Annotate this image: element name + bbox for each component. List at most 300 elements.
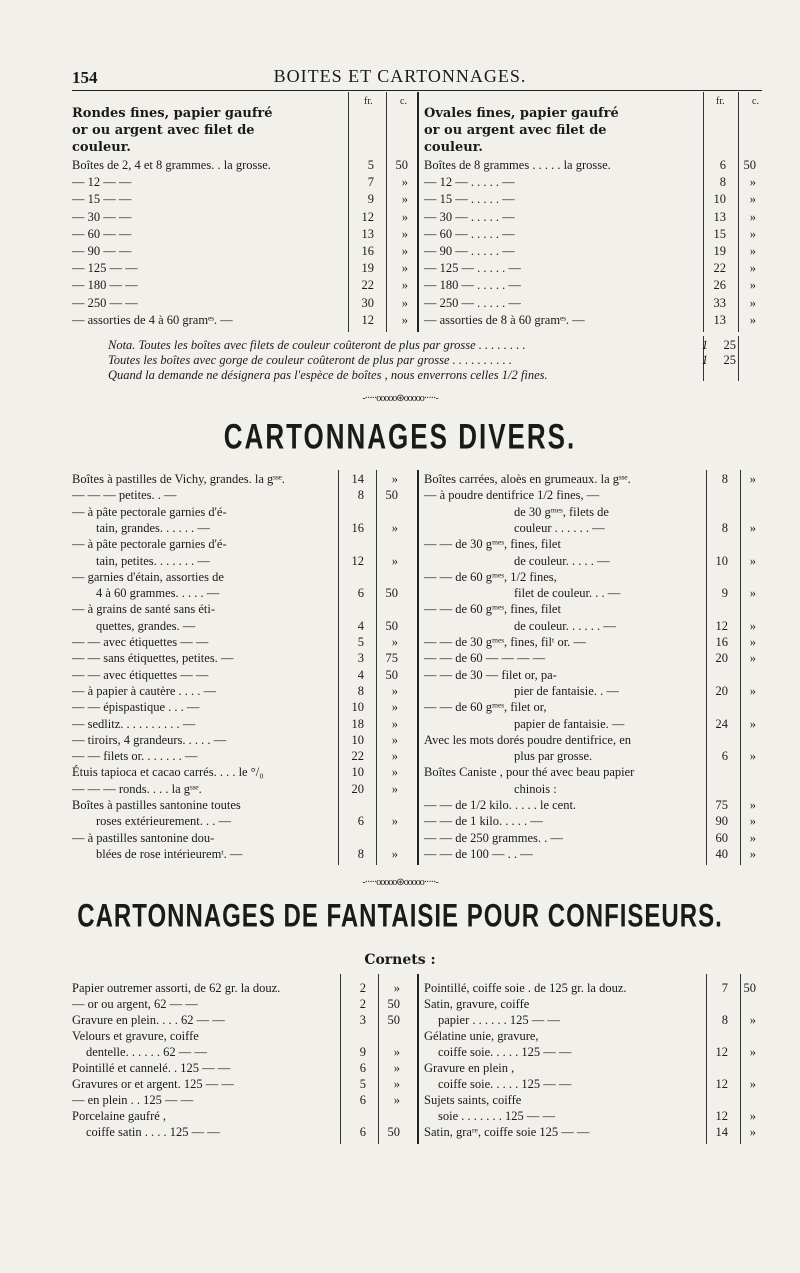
item-label: Velours et gravure, coiffe — [72, 1029, 199, 1043]
price-c: 50 — [385, 488, 398, 503]
price-fr: 8 — [357, 488, 364, 503]
column-rule — [417, 470, 419, 865]
price-fr: 5 — [357, 635, 364, 649]
price-row — [72, 619, 412, 634]
item-label: — à papier à cautère . . . . — — [72, 683, 217, 698]
price-fr: 22 — [361, 278, 374, 293]
price-fr: 30 — [361, 295, 374, 310]
price-fr: 2 — [359, 997, 366, 1011]
price-fr: 20 — [715, 651, 728, 666]
price-c: » — [393, 1077, 400, 1091]
item-label: Boîtes de 2, 4 et 8 grammes. . la grosse. — [72, 158, 271, 172]
running-title: BOITES ET CARTONNAGES. — [273, 66, 527, 86]
item-label: roses extérieurement. . . — — [96, 814, 232, 829]
price-row — [72, 521, 412, 536]
price-fr: 7 — [721, 981, 728, 995]
price-row — [72, 1125, 412, 1140]
price-c: » — [391, 846, 398, 861]
section2-title: CARTONNAGES DIVERS. — [223, 416, 577, 457]
price-row — [72, 175, 412, 190]
item-label: — 30 — — — [72, 209, 132, 224]
unit-c: c. — [400, 96, 407, 107]
price-c: 75 — [385, 651, 398, 666]
price-row — [72, 814, 412, 829]
item-label: Papier outremer assorti, de 62 gr. la douz. — [72, 981, 281, 995]
item-label: — — avec étiquettes — — — [72, 667, 209, 682]
price-fr: 6 — [357, 814, 364, 829]
price-row — [72, 505, 412, 520]
price-row — [72, 635, 412, 650]
item-label: — — de 60 gᵐᵉˢ, filet or, — [424, 700, 547, 715]
item-label: pier de fantaisie. . — — [514, 683, 619, 698]
price-fr: 16 — [715, 635, 728, 649]
item-label: chinois : — [514, 781, 557, 796]
item-label: — 15 — — — [72, 192, 132, 207]
item-label: — — — petites. . — — [72, 488, 177, 503]
price-row — [72, 313, 412, 328]
price-row — [72, 997, 412, 1012]
price-row — [424, 554, 764, 569]
price-c: » — [749, 846, 756, 861]
item-label: Pointillé et cannelé. . 125 — — — [72, 1061, 231, 1075]
price-fr: 20 — [715, 683, 728, 698]
price-c: » — [749, 1125, 756, 1139]
price-row — [424, 1093, 764, 1108]
price-row — [424, 1029, 764, 1044]
item-label: — — de 1/2 kilo. . . . . le cent. — [424, 798, 577, 812]
title-line: couleur. — [72, 140, 131, 155]
price-fr: 13 — [713, 312, 726, 327]
price-row — [424, 1045, 764, 1060]
price-fr: 20 — [351, 781, 364, 796]
price-c: » — [391, 716, 398, 731]
price-row — [72, 1093, 412, 1108]
price-c: » — [393, 1061, 400, 1075]
price-fr: 6 — [359, 1125, 366, 1139]
price-row — [424, 765, 764, 780]
item-label: Boîtes de 8 grammes . . . . . la grosse. — [424, 158, 611, 172]
item-label: coiffe soie. . . . . 125 — — — [438, 1045, 572, 1059]
price-row — [72, 227, 412, 242]
item-label: — 250 — . . . . . — — [424, 295, 521, 310]
price-fr: 12 — [351, 553, 364, 568]
price-row — [72, 717, 412, 732]
price-c: » — [749, 1013, 756, 1027]
price-row — [424, 175, 764, 190]
price-fr: 10 — [713, 192, 726, 207]
price-c: » — [749, 749, 756, 764]
item-label: — 15 — . . . . . — — [424, 192, 515, 207]
item-label: — 90 — . . . . . — — [424, 244, 515, 258]
price-c: » — [749, 651, 756, 666]
price-row — [72, 668, 412, 683]
price-row — [72, 554, 412, 569]
header-rule — [72, 90, 762, 91]
item-label: plus par grosse. — [514, 749, 593, 764]
price-c: » — [749, 1109, 756, 1123]
item-label: — — épispastique . . . — — [72, 700, 200, 715]
price-row — [424, 997, 764, 1012]
note-row — [108, 338, 758, 353]
price-c: » — [749, 798, 756, 812]
item-label: — — sans étiquettes, petites. — — [72, 651, 234, 666]
price-c: » — [749, 1077, 756, 1091]
item-label: papier . . . . . . 125 — — — [438, 1013, 560, 1027]
price-row — [72, 602, 412, 617]
price-row — [424, 733, 764, 748]
price-row — [424, 602, 764, 617]
item-label: — — de 100 — . . — — [424, 846, 533, 861]
price-c: » — [401, 278, 408, 293]
price-fr: 14 — [715, 1125, 728, 1139]
price-row — [424, 1125, 764, 1140]
item-label: Sujets saints, coiffe — [424, 1093, 522, 1107]
price-fr: 9 — [367, 192, 374, 207]
price-c: » — [391, 553, 398, 568]
item-label: — — filets or. . . . . . . — — [72, 749, 198, 764]
item-label: — 12 — — — [72, 175, 132, 190]
price-fr: 6 — [721, 749, 728, 764]
price-row — [72, 1013, 412, 1028]
price-fr: 33 — [713, 295, 726, 310]
price-c: » — [391, 749, 398, 764]
price-fr: 13 — [361, 226, 374, 241]
item-label: — à pâte pectorale garnies d'é- — [72, 537, 227, 552]
ornament-divider: -·····ooooo⊛ooooo·····- — [362, 877, 438, 888]
price-row — [72, 472, 412, 487]
item-label: Gravures or et argent. 125 — — — [72, 1077, 234, 1091]
price-fr: 10 — [351, 765, 364, 780]
price-row — [424, 313, 764, 328]
price-c: 25 — [723, 338, 736, 352]
price-c: » — [401, 175, 408, 190]
title-line: Rondes fines, papier gaufré — [72, 106, 273, 121]
price-row — [424, 684, 764, 699]
item-label: 4 à 60 grammes. . . . . — — [96, 586, 220, 601]
item-label: — 30 — . . . . . — — [424, 209, 515, 224]
price-fr: 6 — [359, 1061, 366, 1075]
price-c: » — [393, 1045, 400, 1059]
price-row — [72, 700, 412, 715]
item-label: filet de couleur. . . — — [514, 586, 621, 601]
note-text: Nota. Toutes les boîtes avec filets de couleur coûteront de plus par grosse . . . . . . . . — [108, 338, 526, 352]
price-row — [72, 537, 412, 552]
item-label: Satin, graʳᵉ, coiffe soie 125 — — — [424, 1125, 590, 1139]
price-c: » — [401, 209, 408, 224]
price-row — [424, 586, 764, 601]
section1-left-title — [72, 105, 273, 156]
item-label: couleur . . . . . . — — [514, 520, 605, 535]
price-c: » — [401, 295, 408, 310]
price-row — [72, 192, 412, 207]
price-row — [72, 765, 412, 780]
item-label: — — de 30 — filet or, pa- — [424, 667, 557, 682]
price-fr: 3 — [359, 1013, 366, 1027]
item-label: Étuis tapioca et cacao carrés. . . . le °/₀ — [72, 765, 264, 780]
price-fr: 6 — [357, 586, 364, 601]
price-c: 50 — [385, 667, 398, 682]
price-fr: 19 — [713, 244, 726, 258]
item-label: papier de fantaisie. — — [514, 716, 625, 731]
item-label: — 60 — . . . . . — — [424, 226, 515, 241]
price-fr: 14 — [351, 472, 364, 486]
price-c: 50 — [395, 158, 408, 172]
price-row — [72, 158, 412, 173]
price-fr: 3 — [357, 651, 364, 666]
price-row — [424, 831, 764, 846]
ornament-divider: -·····ooooo⊛ooooo·····- — [362, 393, 438, 404]
note-text: Quand la demande ne désignera pas l'espèce de boîtes , nous enverrons celles 1/2 fines. — [108, 368, 548, 382]
price-row — [424, 570, 764, 585]
price-fr: 8 — [719, 175, 726, 190]
item-label: — à pâte pectorale garnies d'é- — [72, 504, 227, 519]
item-label: tain, grandes. . . . . . — — [96, 520, 210, 535]
price-c: » — [749, 192, 756, 207]
price-row — [424, 296, 764, 311]
item-label: — or ou argent, 62 — — — [72, 997, 198, 1011]
price-fr: 9 — [359, 1045, 366, 1059]
price-c: » — [749, 683, 756, 698]
price-row — [424, 505, 764, 520]
price-row — [424, 814, 764, 829]
price-c: » — [749, 553, 756, 568]
item-label: — — de 60 — — — — — [424, 651, 546, 666]
price-row — [72, 782, 412, 797]
note-row — [108, 368, 708, 383]
price-c: » — [749, 472, 756, 486]
section3-title: CARTONNAGES DE FANTAISIE POUR CONFISEURS. — [77, 898, 723, 935]
price-c: » — [749, 814, 756, 829]
price-fr: 6 — [359, 1093, 366, 1107]
price-row — [424, 1077, 764, 1092]
item-label: Pointillé, coiffe soie . de 125 gr. la douz. — [424, 981, 627, 995]
price-c: » — [749, 716, 756, 731]
column-rule — [417, 92, 419, 332]
price-c: » — [391, 635, 398, 649]
price-c: » — [749, 244, 756, 258]
section3-subtitle: Cornets : — [364, 952, 436, 968]
title-line: Ovales fines, papier gaufré — [424, 106, 619, 121]
price-row — [72, 981, 412, 996]
price-row — [424, 717, 764, 732]
price-c: » — [749, 175, 756, 190]
price-row — [424, 210, 764, 225]
note-row — [108, 353, 758, 368]
price-c: » — [749, 635, 756, 649]
title-line: couleur. — [424, 140, 483, 155]
price-row — [424, 700, 764, 715]
unit-fr: fr. — [364, 96, 373, 107]
price-c: » — [749, 226, 756, 241]
price-c: » — [749, 520, 756, 535]
price-row — [424, 158, 764, 173]
price-fr: 10 — [351, 732, 364, 747]
unit-fr: fr. — [716, 96, 725, 107]
item-label: — en plein . . 125 — — — [72, 1093, 194, 1107]
price-row — [72, 651, 412, 666]
item-label: — — de 30 gᵐᵉˢ, fines, filᵗ or. — — [424, 635, 586, 649]
price-fr: 8 — [357, 846, 364, 861]
item-label: — à pastilles santonine dou- — [72, 830, 215, 845]
price-row — [424, 619, 764, 634]
price-c: » — [401, 312, 408, 327]
price-fr: 5 — [359, 1077, 366, 1091]
price-row — [72, 296, 412, 311]
price-fr: 16 — [361, 244, 374, 258]
price-row — [424, 847, 764, 862]
item-label: — à poudre dentifrice 1/2 fines, — — [424, 488, 600, 503]
item-label: — — de 1 kilo. . . . . — — [424, 814, 543, 829]
price-fr: 10 — [351, 700, 364, 715]
item-label: — 250 — — — [72, 295, 138, 310]
price-c: » — [749, 312, 756, 327]
item-label: — 125 — — — [72, 261, 138, 276]
price-row — [424, 981, 764, 996]
item-label: — tiroirs, 4 grandeurs. . . . . — — [72, 732, 227, 747]
price-row — [424, 472, 764, 487]
item-label: — — — ronds. . . . la gˢˢᵉ. — [72, 781, 202, 796]
price-row — [72, 733, 412, 748]
price-c: » — [749, 209, 756, 224]
price-row — [424, 227, 764, 242]
price-row — [424, 782, 764, 797]
price-c: 25 — [723, 353, 736, 367]
item-label: Boîtes à pastilles de Vichy, grandes. la gˢˢᵉ. — [72, 472, 285, 486]
item-label: de couleur. . . . . — — [514, 553, 610, 568]
item-label: — 180 — — — [72, 278, 138, 293]
price-row — [72, 1045, 412, 1060]
item-label: — 60 — — — [72, 226, 132, 241]
price-c: » — [393, 981, 400, 995]
price-c: » — [749, 618, 756, 633]
price-c: » — [749, 830, 756, 845]
price-row — [424, 749, 764, 764]
price-row — [424, 798, 764, 813]
price-fr: 1 — [701, 338, 708, 352]
item-label: tain, petites. . . . . . . — — [96, 553, 210, 568]
price-row — [72, 831, 412, 846]
price-row — [424, 537, 764, 552]
item-label: — 12 — . . . . . — — [424, 175, 515, 190]
item-label: Boîtes Caniste , pour thé avec beau papier — [424, 765, 635, 780]
price-fr: 12 — [715, 1045, 728, 1059]
price-fr: 12 — [361, 209, 374, 224]
price-row — [424, 521, 764, 536]
column-rule — [417, 974, 419, 1144]
price-fr: 15 — [713, 226, 726, 241]
price-fr: 8 — [721, 472, 728, 486]
price-row — [424, 488, 764, 503]
price-fr: 1 — [701, 353, 708, 367]
price-fr: 90 — [715, 814, 728, 829]
price-fr: 8 — [721, 1013, 728, 1027]
item-label: blées de rose intérieuremᵗ. — — [96, 846, 243, 861]
item-label: — — avec étiquettes — — — [72, 635, 209, 649]
price-row — [72, 1109, 412, 1124]
price-row — [424, 668, 764, 683]
price-c: » — [393, 1093, 400, 1107]
price-row — [72, 261, 412, 276]
price-row — [424, 651, 764, 666]
price-c: » — [749, 278, 756, 293]
price-fr: 9 — [721, 586, 728, 601]
item-label: Boîtes à pastilles santonine toutes — [72, 798, 241, 812]
price-c: » — [391, 520, 398, 535]
price-fr: 26 — [713, 278, 726, 293]
price-fr: 8 — [357, 683, 364, 698]
price-c: » — [391, 700, 398, 715]
item-label: — assorties de 8 à 60 gramᵉˢ. — — [424, 312, 585, 327]
page-number: 154 — [72, 68, 98, 87]
price-fr: 13 — [713, 209, 726, 224]
item-label: — — de 60 gᵐᵉˢ, fines, filet — [424, 602, 561, 617]
price-c: » — [749, 586, 756, 601]
price-c: 50 — [387, 1013, 400, 1027]
price-row — [424, 244, 764, 259]
price-c: 50 — [387, 1125, 400, 1139]
price-row — [72, 749, 412, 764]
item-label: Gravure en plein. . . . 62 — — — [72, 1013, 225, 1027]
item-label: Boîtes carrées, aloès en grumeaux. la gˢˢᵉ. — [424, 472, 631, 486]
item-label: — 125 — . . . . . — — [424, 261, 521, 276]
price-row — [72, 210, 412, 225]
price-fr: 24 — [715, 716, 728, 731]
price-c: 50 — [387, 997, 400, 1011]
price-c: » — [749, 261, 756, 276]
item-label: — 180 — . . . . . — — [424, 278, 521, 293]
price-row — [424, 192, 764, 207]
item-label: — garnies d'étain, assorties de — [72, 569, 224, 584]
price-row — [72, 1061, 412, 1076]
item-label: de couleur. . . . . . — — [514, 618, 616, 633]
price-c: » — [391, 765, 398, 780]
price-row — [424, 635, 764, 650]
price-c: » — [401, 226, 408, 241]
price-fr: 6 — [719, 158, 726, 172]
price-fr: 10 — [715, 553, 728, 568]
item-label: — sedlitz. . . . . . . . . . — — [72, 716, 196, 731]
price-row — [72, 847, 412, 862]
item-label: Gélatine unie, gravure, — [424, 1029, 539, 1043]
item-label: — assorties de 4 à 60 gramᵉˢ. — — [72, 312, 233, 327]
section1-right-title — [424, 105, 619, 156]
item-label: — à grains de santé sans éti- — [72, 602, 216, 617]
price-fr: 7 — [367, 175, 374, 190]
unit-c: c. — [752, 96, 759, 107]
price-c: » — [391, 732, 398, 747]
price-c: 50 — [743, 158, 756, 172]
title-line: or ou argent avec filet de — [72, 123, 255, 138]
price-c: 50 — [743, 981, 756, 995]
item-label: de 30 gᵐᵉˢ, filets de — [514, 504, 609, 519]
price-fr: 8 — [721, 520, 728, 535]
price-fr: 12 — [715, 1109, 728, 1123]
item-label: dentelle. . . . . . 62 — — — [86, 1045, 207, 1059]
price-fr: 12 — [361, 312, 374, 327]
price-fr: 12 — [715, 1077, 728, 1091]
price-fr: 5 — [367, 158, 374, 172]
price-fr: 40 — [715, 846, 728, 861]
item-label: Porcelaine gaufré , — [72, 1109, 167, 1123]
price-row — [72, 1029, 412, 1044]
price-c: » — [401, 192, 408, 207]
price-row — [72, 586, 412, 601]
price-c: » — [401, 261, 408, 276]
item-label: — — de 60 gᵐᵉˢ, 1/2 fines, — [424, 569, 557, 584]
item-label: quettes, grandes. — — [96, 618, 196, 633]
item-label: — — de 250 grammes. . — — [424, 830, 563, 845]
item-label: Gravure en plein , — [424, 1061, 515, 1075]
